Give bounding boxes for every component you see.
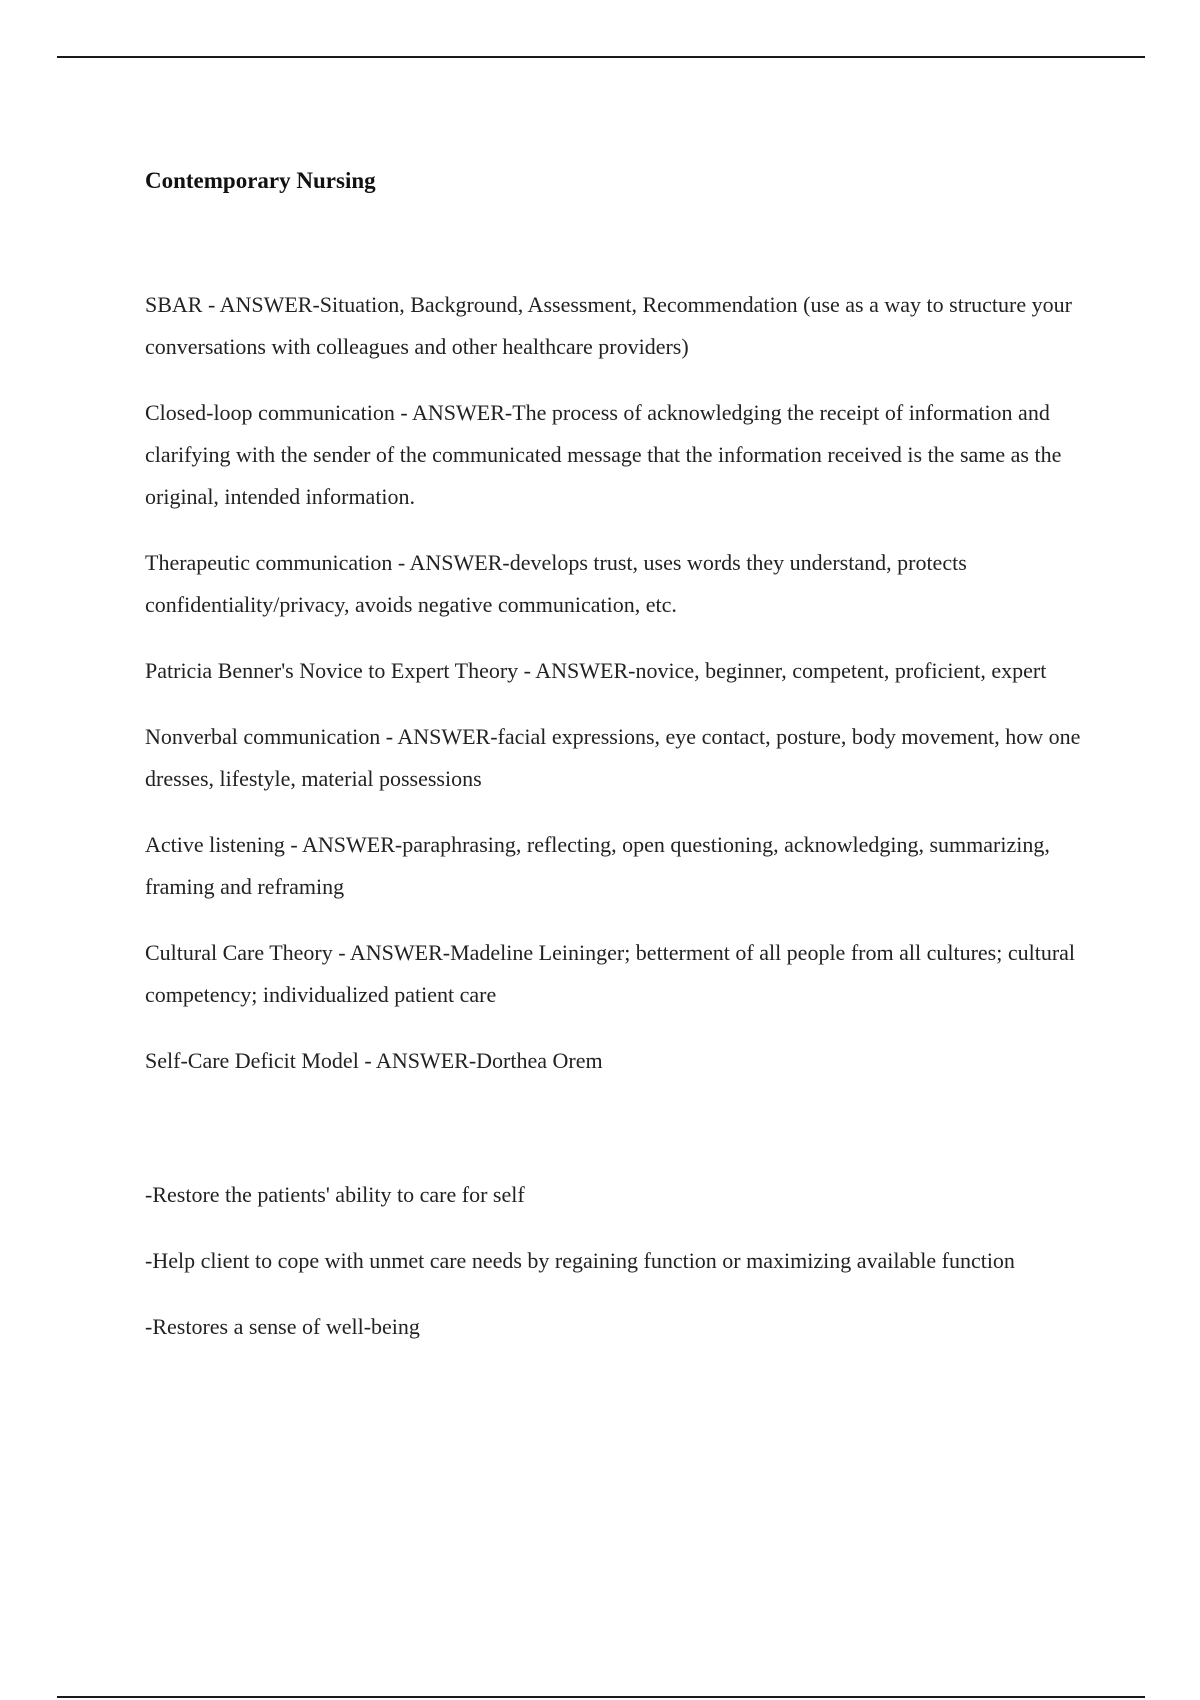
document-body [145,166,1105,1372]
entry-closed-loop-communication: Closed-loop communication - ANSWER-The process of acknowledging the receipt of information and clarifying with the sender of the communicated message that the information received is the same as the original, intended information. [145,400,1062,509]
bullet-restore-ability: -Restore the patients' ability to care for self [145,1182,525,1207]
entry-active-listening: Active listening - ANSWER-paraphrasing, reflecting, open questioning, acknowledging, summarizing, framing and reframing [145,832,1050,899]
entry-benner-novice-to-expert: Patricia Benner's Novice to Expert Theory - ANSWER-novice, beginner, competent, proficient, expert [145,658,1047,683]
entry-self-care-deficit-model: Self-Care Deficit Model - ANSWER-Dorthea Orem [145,1048,603,1073]
bullet-help-client-cope: -Help client to cope with unmet care needs by regaining function or maximizing available function [145,1248,1015,1273]
section-spacer [145,1106,1105,1174]
footer-rule [57,1696,1145,1698]
bullet-restore-well-being: -Restores a sense of well-being [145,1314,420,1339]
document-title: Contemporary Nursing [145,168,376,193]
entry-cultural-care-theory: Cultural Care Theory - ANSWER-Madeline Leininger; betterment of all people from all cultures; cultural competency; individualized patient care [145,940,1076,1007]
entry-nonverbal-communication: Nonverbal communication - ANSWER-facial expressions, eye contact, posture, body movement, how one dresses, lifestyle, material possessions [145,724,1081,791]
entry-therapeutic-communication: Therapeutic communication - ANSWER-develops trust, uses words they understand, protects confidentiality/privacy, avoids negative communication, etc. [145,550,967,617]
entry-sbar: SBAR - ANSWER-Situation, Background, Assessment, Recommendation (use as a way to structure your conversations with colleagues and other healthcare providers) [145,292,1072,359]
header-rule [57,56,1145,58]
